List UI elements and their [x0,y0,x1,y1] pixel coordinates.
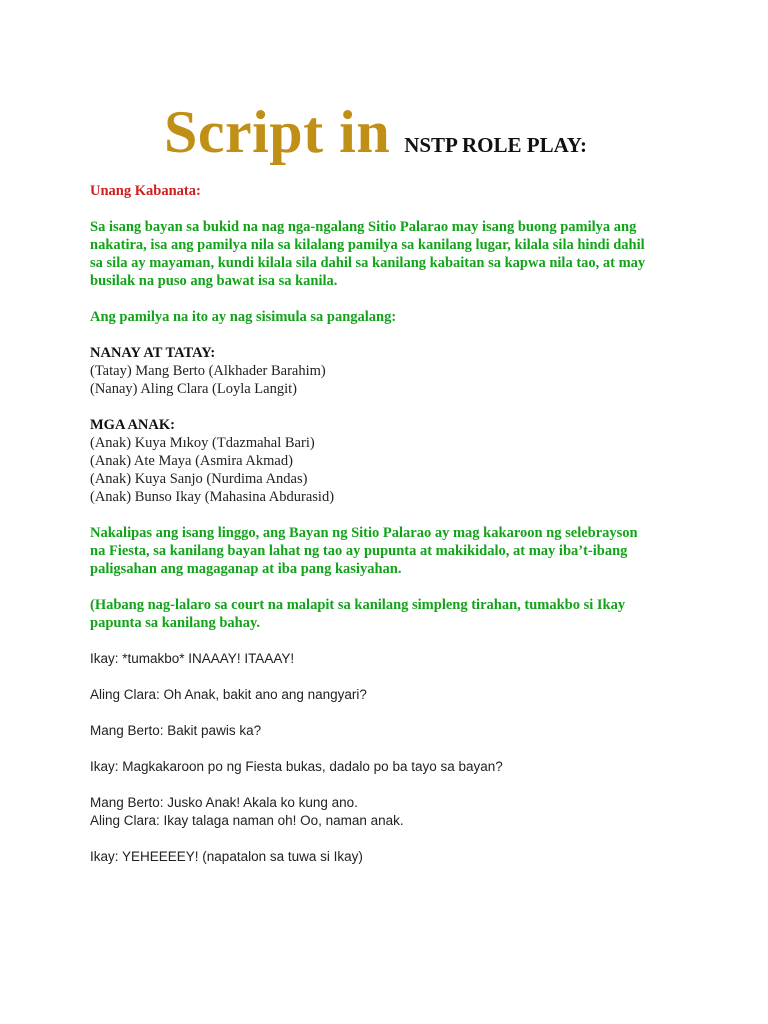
fiesta-line: na Fiesta, sa kanilang bayan lahat ng tao ay pupunta at makikidalo, at may iba’t-ibang [90,543,628,559]
dialogue-line: Ikay: Magkakaroon po ng Fiesta bukas, dadalo po ba tayo sa bayan? [90,759,503,774]
cast-member: (Nanay) Aling Clara (Loyla Langit) [90,381,297,397]
dialogue-line: Mang Berto: Jusko Anak! Akala ko kung ano. [90,795,358,810]
dialogue-line: Ikay: YEHEEEEY! (napatalon sa tuwa si Ikay) [90,849,363,864]
dialogue-line: Aling Clara: Ikay talaga naman oh! Oo, naman anak. [90,813,404,828]
fiesta-line: Nakalipas ang isang linggo, ang Bayan ng Sitio Palarao ay mag kakaroon ng selebrayson [90,525,638,541]
parents-section [90,344,690,398]
intro-paragraph [90,218,690,290]
family-intro: Ang pamilya na ito ay nag sisimula sa pangalang: [90,309,397,325]
stage-direction [90,596,690,632]
dialogue-line: Ikay: *tumakbo* INAAAY! ITAAAY! [90,651,295,666]
cast-member: (Anak) Kuya Mıkoy (Tdazmahal Bari) [90,435,315,451]
dialogue-section [90,650,690,866]
document-title [164,98,587,167]
stage-direction-line: papunta sa kanilang bahay. [90,615,261,631]
title-main: Script in [164,99,391,165]
parents-heading: NANAY AT TATAY: [90,345,216,361]
dialogue-line: Aling Clara: Oh Anak, bakit ano ang nangyari? [90,687,367,702]
chapter-heading: Unang Kabanata: [90,183,201,199]
intro-line: Sa isang bayan sa bukid na nag nga-ngalang Sitio Palarao may isang buong pamilya ang [90,219,637,235]
dialogue-line: Mang Berto: Bakit pawis ka? [90,723,262,738]
children-heading: MGA ANAK: [90,417,175,433]
intro-line: nakatira, isa ang pamilya nila sa kilalang pamilya sa kanilang lugar, kilala sila hindi dahil [90,237,645,253]
document-body [90,182,690,866]
cast-member: (Anak) Bunso Ikay (Mahasina Abdurasid) [90,489,335,505]
title-sub: NSTP ROLE PLAY: [404,133,588,157]
fiesta-line: paligsahan ang magaganap at iba pang kasiyahan. [90,561,402,577]
intro-line: sa sila ay mayaman, kundi kilala sila dahil sa kanilang kabaitan sa kapwa nila tao, at may [90,255,646,271]
cast-member: (Anak) Kuya Sanjo (Nurdima Andas) [90,471,308,487]
cast-member: (Anak) Ate Maya (Asmira Akmad) [90,453,293,469]
cast-member: (Tatay) Mang Berto (Alkhader Barahim) [90,363,326,379]
intro-line: busilak na puso ang bawat isa sa kanila. [90,273,338,289]
stage-direction-line: (Habang nag-lalaro sa court na malapit sa kanilang simpleng tirahan, tumakbo si Ikay [90,597,626,613]
children-section [90,416,690,506]
fiesta-paragraph [90,524,690,578]
